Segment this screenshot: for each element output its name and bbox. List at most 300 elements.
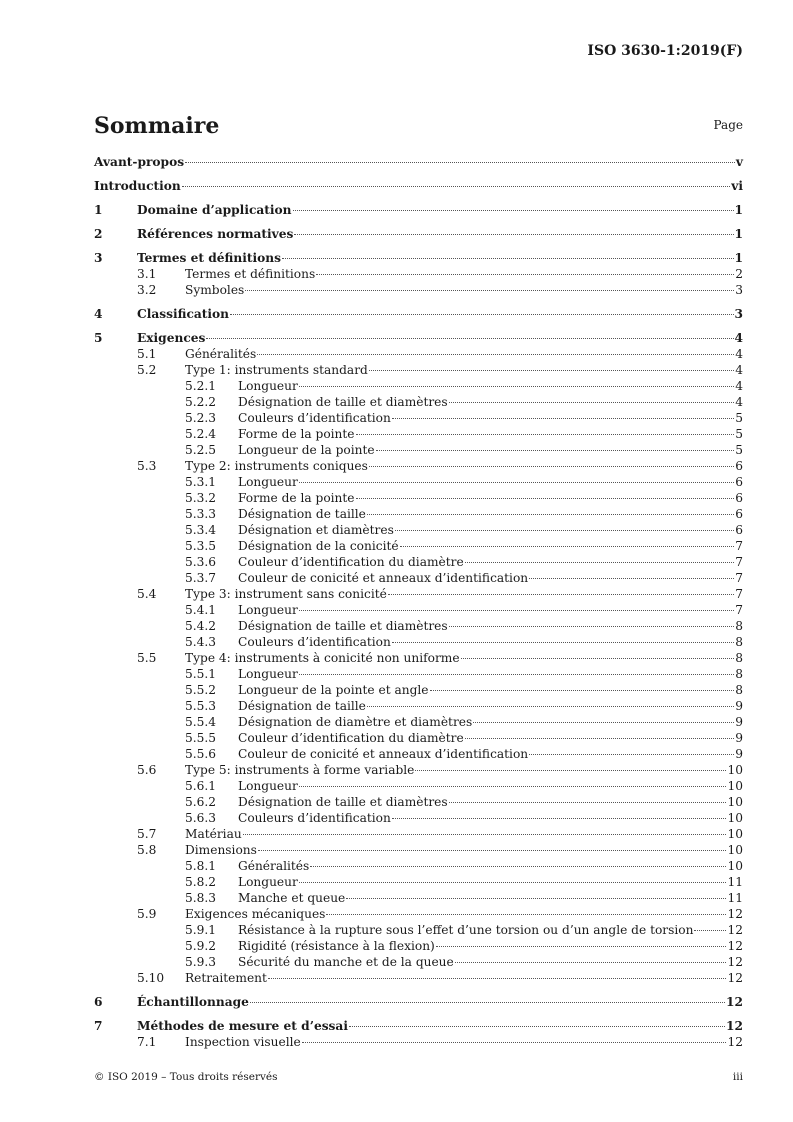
toc-entry-line <box>185 762 743 778</box>
toc-entry-line <box>238 922 743 938</box>
toc-entry-line <box>238 698 743 714</box>
toc-entry[interactable] <box>94 266 743 282</box>
toc-entry[interactable] <box>94 618 743 634</box>
dot-leader <box>299 610 734 611</box>
toc-entry[interactable] <box>94 874 743 890</box>
dot-leader <box>694 930 726 931</box>
toc-entry[interactable] <box>94 746 743 762</box>
toc-entry-title[interactable]: Matériau <box>185 827 242 841</box>
toc-entry-title[interactable]: Termes et définitions <box>185 267 316 281</box>
toc-entry-number: 5.2.2 <box>185 395 217 409</box>
toc-entry-page: 12 <box>727 971 743 985</box>
toc-entry-page: 4 <box>735 395 743 409</box>
toc-entry[interactable] <box>94 282 743 298</box>
toc-entry-page: 4 <box>735 379 743 393</box>
toc-entry-number: 5.7 <box>137 827 157 841</box>
toc-entry-page: 10 <box>727 859 743 873</box>
dot-leader <box>258 850 727 851</box>
toc-entry[interactable] <box>94 730 743 746</box>
toc-entry-title[interactable]: Désignation de taille et diamètres <box>238 795 448 809</box>
toc-entry-line <box>238 506 743 522</box>
toc-entry-line <box>238 810 743 826</box>
toc-entry[interactable] <box>94 762 743 778</box>
toc-entry-line <box>94 178 743 194</box>
toc-entry-page: 10 <box>727 795 743 809</box>
toc-entry-number: 5.9.1 <box>185 923 217 937</box>
toc-entry[interactable] <box>94 538 743 554</box>
toc-entry[interactable] <box>94 858 743 874</box>
dot-leader <box>455 962 727 963</box>
toc-entry-page: 6 <box>735 491 743 505</box>
dot-leader <box>356 498 735 499</box>
toc-entry-title[interactable]: Introduction <box>94 179 181 193</box>
toc-entry-number: 3.2 <box>137 283 157 297</box>
toc-entry[interactable] <box>94 970 743 986</box>
toc-entry[interactable] <box>94 458 743 474</box>
toc-entry-title[interactable]: Désignation et diamètres <box>238 523 394 537</box>
toc-entry-number: 5.3.4 <box>185 523 217 537</box>
toc-entry-page: 10 <box>727 827 743 841</box>
toc-entry-line <box>238 746 743 762</box>
toc-entry-title[interactable]: Généralités <box>238 859 310 873</box>
toc-entry-title[interactable]: Longueur de la pointe et angle <box>238 683 429 697</box>
toc-entry-title[interactable]: Avant-propos <box>94 155 185 169</box>
toc-entry-line <box>238 730 743 746</box>
page-footer <box>94 1071 743 1083</box>
toc-entry-title[interactable]: Longueur <box>238 475 298 489</box>
toc-entry-page: 8 <box>735 619 743 633</box>
toc-entry-title[interactable]: Termes et définitions <box>137 251 281 265</box>
toc-entry-line <box>238 954 743 970</box>
dot-leader <box>326 914 726 915</box>
dot-leader <box>250 1002 725 1003</box>
toc-entry-number: 2 <box>94 227 103 241</box>
toc-entry-line <box>185 346 743 362</box>
toc-entry-page: 8 <box>735 635 743 649</box>
toc-entry-line <box>94 154 743 170</box>
dot-leader <box>367 514 734 515</box>
toc-entry[interactable] <box>94 602 743 618</box>
toc-entry[interactable] <box>94 378 743 394</box>
toc-entry[interactable] <box>94 178 743 194</box>
toc-entry[interactable] <box>94 794 743 810</box>
toc-entry-line <box>185 282 743 298</box>
toc-entry[interactable] <box>94 698 743 714</box>
toc-entry-line <box>238 858 743 874</box>
toc-entry-line <box>185 362 743 378</box>
toc-entry-line <box>238 474 743 490</box>
toc-entry-page: 8 <box>735 651 743 665</box>
toc-entry-line <box>185 458 743 474</box>
toc-entry[interactable] <box>94 226 743 242</box>
dot-leader <box>436 946 727 947</box>
toc-entry-page: 7 <box>735 555 743 569</box>
toc-entry-line <box>185 842 743 858</box>
toc-entry-line <box>238 938 743 954</box>
dot-leader <box>282 258 734 259</box>
toc-entry[interactable] <box>94 682 743 698</box>
toc-entry-page: 12 <box>726 995 743 1009</box>
toc-entry-title[interactable]: Longueur <box>238 779 298 793</box>
dot-leader <box>299 786 727 787</box>
dot-leader <box>415 770 726 771</box>
toc-entry-page: 9 <box>735 715 743 729</box>
toc-entry-title[interactable]: Références normatives <box>137 227 294 241</box>
toc-entry[interactable] <box>94 1034 743 1050</box>
toc-entry-page: 5 <box>735 443 743 457</box>
dot-leader <box>299 674 734 675</box>
dot-leader <box>299 482 734 483</box>
toc-entry-line <box>238 778 743 794</box>
toc-entry-number: 5.4.2 <box>185 619 217 633</box>
toc-entry-number: 5.2 <box>137 363 157 377</box>
toc-entry-number: 5.6 <box>137 763 157 777</box>
toc-entry-title[interactable]: Désignation de taille et diamètres <box>238 395 448 409</box>
toc-entry-title[interactable]: Inspection visuelle <box>185 1035 301 1049</box>
toc-entry[interactable] <box>94 634 743 650</box>
toc-entry-page: 4 <box>734 331 743 345</box>
toc-entry-page: 1 <box>734 227 743 241</box>
dot-leader <box>529 578 734 579</box>
toc-entry-number: 5.6.2 <box>185 795 217 809</box>
toc-entry[interactable] <box>94 666 743 682</box>
toc-entry-line <box>137 994 743 1010</box>
toc-entry[interactable] <box>94 154 743 170</box>
toc-entry-number: 5.5.1 <box>185 667 217 681</box>
dot-leader <box>369 370 734 371</box>
toc-entry-title[interactable]: Classification <box>137 307 230 321</box>
toc-entry-title[interactable]: Rigidité (résistance à la flexion) <box>238 939 435 953</box>
toc-entry-line <box>185 586 743 602</box>
toc-entry-page: 11 <box>727 875 743 889</box>
toc-entry-page: vi <box>731 179 743 193</box>
toc-entry-title[interactable]: Type 1: instruments standard <box>185 363 368 377</box>
toc-entry[interactable] <box>94 826 743 842</box>
toc-entry-line <box>238 890 743 906</box>
toc-entry-page: v <box>735 155 743 169</box>
toc-entry-number: 5 <box>94 331 103 345</box>
toc-entry-title[interactable]: Désignation de la conicité <box>238 539 399 553</box>
toc-entry-title[interactable]: Couleurs d’identification <box>238 635 391 649</box>
toc-entry-page: 8 <box>735 683 743 697</box>
toc-entry-title[interactable]: Type 4: instruments à conicité non uniforme <box>185 651 460 665</box>
toc-entry-line <box>185 826 743 842</box>
toc-entry-title[interactable]: Longueur <box>238 603 298 617</box>
dot-leader <box>461 658 735 659</box>
toc-entry-number: 5.5.2 <box>185 683 217 697</box>
dot-leader <box>465 562 735 563</box>
copyright-notice: © ISO 2019 – Tous droits réservés <box>94 1071 278 1083</box>
toc-entry-page: 3 <box>735 283 743 297</box>
toc-entry[interactable] <box>94 506 743 522</box>
dot-leader <box>299 882 727 883</box>
toc-entry-page: 7 <box>735 603 743 617</box>
toc-entry-page: 12 <box>727 923 743 937</box>
toc-entry-title[interactable]: Manche et queue <box>238 891 346 905</box>
toc-entry-title[interactable]: Couleur de conicité et anneaux d’identification <box>238 747 529 761</box>
toc-entry-page: 8 <box>735 667 743 681</box>
toc-entry-number: 5.8.3 <box>185 891 217 905</box>
toc-entry[interactable] <box>94 842 743 858</box>
toc-entry[interactable] <box>94 554 743 570</box>
toc-entry-number: 5.2.4 <box>185 427 217 441</box>
toc-entry-number: 3 <box>94 251 103 265</box>
toc-entry-page: 6 <box>735 459 743 473</box>
dot-leader <box>392 418 734 419</box>
toc-entry[interactable] <box>94 410 743 426</box>
dot-leader <box>230 314 734 315</box>
dot-leader <box>376 450 735 451</box>
page-number: iii <box>732 1071 743 1083</box>
toc-entry-page: 2 <box>735 267 743 281</box>
dot-leader <box>367 706 734 707</box>
dot-leader <box>529 754 734 755</box>
toc-entry-title[interactable]: Exigences <box>137 331 206 345</box>
toc-entry-line <box>137 1018 743 1034</box>
toc-entry[interactable] <box>94 586 743 602</box>
toc-entry[interactable] <box>94 394 743 410</box>
dot-leader <box>293 210 734 211</box>
toc-entry-page: 9 <box>735 731 743 745</box>
toc-entry[interactable] <box>94 522 743 538</box>
toc-entry-title[interactable]: Symboles <box>185 283 245 297</box>
toc-entry-line <box>137 202 743 218</box>
toc-entry-line <box>185 650 743 666</box>
toc-entry-title[interactable]: Méthodes de mesure et d’essai <box>137 1019 348 1033</box>
toc-entry-line <box>238 618 743 634</box>
toc-entry-line <box>238 602 743 618</box>
toc-entry-number: 5.2.1 <box>185 379 217 393</box>
toc-entry-page: 7 <box>735 571 743 585</box>
toc-entry-title[interactable]: Exigences mécaniques <box>185 907 326 921</box>
toc-entry-page: 5 <box>735 411 743 425</box>
toc-entry-page: 3 <box>734 307 743 321</box>
toc-entry-line <box>185 906 743 922</box>
toc-entry-title[interactable]: Échantillonnage <box>137 995 249 1009</box>
toc-entry-title[interactable]: Désignation de taille <box>238 507 366 521</box>
dot-leader <box>356 434 735 435</box>
toc-entry-page: 12 <box>727 939 743 953</box>
toc-entry[interactable] <box>94 362 743 378</box>
toc-entry-title[interactable]: Résistance à la rupture sous l’effet d’une torsion ou d’un angle de torsion <box>238 923 694 937</box>
dot-leader <box>243 834 727 835</box>
toc-entry-line <box>238 442 743 458</box>
toc-entry-title[interactable]: Sécurité du manche et de la queue <box>238 955 454 969</box>
toc-entry-line <box>185 970 743 986</box>
toc-entry-page: 12 <box>727 955 743 969</box>
toc-entry-number: 5.2.3 <box>185 411 217 425</box>
page-title: Sommaire <box>94 113 220 139</box>
toc-entry-number: 3.1 <box>137 267 157 281</box>
toc-entry-line <box>238 794 743 810</box>
toc-entry-title[interactable]: Désignation de taille et diamètres <box>238 619 448 633</box>
toc-entry-number: 5.4 <box>137 587 157 601</box>
toc-entry[interactable] <box>94 250 743 266</box>
toc-entry-title[interactable]: Longueur <box>238 875 298 889</box>
toc-entry-line <box>238 554 743 570</box>
toc-entry-page: 4 <box>735 347 743 361</box>
toc-entry-number: 5.5 <box>137 651 157 665</box>
toc-entry[interactable] <box>94 426 743 442</box>
dot-leader <box>392 818 727 819</box>
toc-entry-line <box>238 378 743 394</box>
toc-entry-number: 1 <box>94 203 103 217</box>
toc-entry[interactable] <box>94 442 743 458</box>
toc-entry-page: 10 <box>727 779 743 793</box>
toc-entry[interactable] <box>94 906 743 922</box>
toc-entry[interactable] <box>94 306 743 322</box>
toc-entry-number: 5.8.1 <box>185 859 217 873</box>
toc-entry-line <box>238 490 743 506</box>
dot-leader <box>465 738 735 739</box>
toc-entry[interactable] <box>94 346 743 362</box>
toc-entry-number: 7 <box>94 1019 103 1033</box>
toc-entry-number: 5.4.1 <box>185 603 217 617</box>
toc-entry-number: 4 <box>94 307 103 321</box>
toc-entry-title[interactable]: Domaine d’application <box>137 203 292 217</box>
toc-entry[interactable] <box>94 202 743 218</box>
toc-entry-page: 9 <box>735 747 743 761</box>
dot-leader <box>268 978 727 979</box>
toc-entry-line <box>238 874 743 890</box>
toc-entry-line <box>238 538 743 554</box>
toc-entry-page: 12 <box>727 907 743 921</box>
toc-entry-number: 5.9.3 <box>185 955 217 969</box>
dot-leader <box>392 642 734 643</box>
toc-entry-number: 5.5.5 <box>185 731 217 745</box>
toc-entry-title[interactable]: Longueur <box>238 379 298 393</box>
toc-entry-number: 5.6.1 <box>185 779 217 793</box>
toc-entry-line <box>137 330 743 346</box>
toc-entry-title[interactable]: Retraitement <box>185 971 267 985</box>
toc-entry-number: 5.9 <box>137 907 157 921</box>
toc-entry[interactable] <box>94 994 743 1010</box>
toc-entry-line <box>238 410 743 426</box>
toc-entry-number: 5.1 <box>137 347 157 361</box>
toc-entry[interactable] <box>94 570 743 586</box>
toc-entry-number: 5.3.5 <box>185 539 217 553</box>
toc-entry-number: 5.8.2 <box>185 875 217 889</box>
toc-entry-page: 7 <box>735 539 743 553</box>
toc-entry[interactable] <box>94 474 743 490</box>
toc-entry-title[interactable]: Type 3: instrument sans conicité <box>185 587 387 601</box>
toc-entry-title[interactable]: Généralités <box>185 347 257 361</box>
toc-entry-title[interactable]: Couleurs d’identification <box>238 411 391 425</box>
toc-entry-page: 1 <box>734 251 743 265</box>
toc-entry-title[interactable]: Longueur <box>238 667 298 681</box>
dot-leader <box>395 530 734 531</box>
toc-entry-line <box>137 250 743 266</box>
toc-entry-title[interactable]: Type 5: instruments à forme variable <box>185 763 415 777</box>
toc-entry-number: 5.4.3 <box>185 635 217 649</box>
dot-leader <box>245 290 734 291</box>
toc-entry-number: 5.5.4 <box>185 715 217 729</box>
toc-entry-line <box>137 226 743 242</box>
toc-entry-title[interactable]: Type 2: instruments coniques <box>185 459 368 473</box>
dot-leader <box>473 722 734 723</box>
toc-entry[interactable] <box>94 778 743 794</box>
dot-leader <box>349 1026 725 1027</box>
toc-entry-line <box>238 634 743 650</box>
dot-leader <box>299 386 734 387</box>
dot-leader <box>449 626 735 627</box>
toc-entry-title[interactable]: Couleur d’identification du diamètre <box>238 731 464 745</box>
dot-leader <box>302 1042 727 1043</box>
toc-entry-line <box>238 522 743 538</box>
toc-entry-number: 5.3.6 <box>185 555 217 569</box>
toc-entry-line <box>238 570 743 586</box>
dot-leader <box>206 338 733 339</box>
toc-entry-page: 1 <box>734 203 743 217</box>
toc-entry-title[interactable]: Forme de la pointe <box>238 427 355 441</box>
toc-entry-line <box>238 426 743 442</box>
toc-entry-page: 12 <box>726 1019 743 1033</box>
toc-entry-title[interactable]: Longueur de la pointe <box>238 443 375 457</box>
toc-entry[interactable] <box>94 650 743 666</box>
dot-leader <box>257 354 734 355</box>
toc-entry[interactable] <box>94 1018 743 1034</box>
toc-entry-title[interactable]: Désignation de taille <box>238 699 366 713</box>
toc-entry-number: 6 <box>94 995 103 1009</box>
toc-entry-title[interactable]: Désignation de diamètre et diamètres <box>238 715 473 729</box>
dot-leader <box>400 546 735 547</box>
toc-entry-number: 5.3 <box>137 459 157 473</box>
table-of-contents <box>94 154 743 1050</box>
toc-entry-page: 6 <box>735 475 743 489</box>
toc-entry-title[interactable]: Couleurs d’identification <box>238 811 391 825</box>
toc-entry-number: 5.3.7 <box>185 571 217 585</box>
toc-entry-title[interactable]: Forme de la pointe <box>238 491 355 505</box>
toc-entry[interactable] <box>94 490 743 506</box>
toc-entry[interactable] <box>94 890 743 906</box>
dot-leader <box>369 466 734 467</box>
toc-entry-number: 5.10 <box>137 971 165 985</box>
dot-leader <box>294 234 733 235</box>
toc-entry-line <box>238 714 743 730</box>
toc-entry-number: 5.2.5 <box>185 443 217 457</box>
toc-entry[interactable] <box>94 922 743 938</box>
toc-entry-number: 5.5.3 <box>185 699 217 713</box>
toc-entry-title[interactable]: Dimensions <box>185 843 257 857</box>
toc-entry[interactable] <box>94 330 743 346</box>
toc-entry-number: 5.9.2 <box>185 939 217 953</box>
toc-entry-page: 6 <box>735 507 743 521</box>
toc-entry-number: 5.8 <box>137 843 157 857</box>
toc-entry[interactable] <box>94 714 743 730</box>
toc-entry-line <box>137 306 743 322</box>
toc-entry-page: 10 <box>727 843 743 857</box>
dot-leader <box>346 898 726 899</box>
toc-entry-title[interactable]: Couleur d’identification du diamètre <box>238 555 464 569</box>
toc-entry-number: 5.3.1 <box>185 475 217 489</box>
toc-entry-line <box>238 394 743 410</box>
dot-leader <box>388 594 734 595</box>
toc-entry[interactable] <box>94 810 743 826</box>
toc-entry-page: 4 <box>735 363 743 377</box>
toc-entry[interactable] <box>94 938 743 954</box>
dot-leader <box>310 866 726 867</box>
dot-leader <box>185 162 735 163</box>
toc-entry-number: 5.3.3 <box>185 507 217 521</box>
dot-leader <box>430 690 735 691</box>
toc-entry-line <box>238 666 743 682</box>
dot-leader <box>449 402 735 403</box>
toc-entry-page: 6 <box>735 523 743 537</box>
toc-entry[interactable] <box>94 954 743 970</box>
toc-entry-title[interactable]: Couleur de conicité et anneaux d’identification <box>238 571 529 585</box>
toc-entry-page: 7 <box>735 587 743 601</box>
toc-entry-page: 10 <box>727 763 743 777</box>
